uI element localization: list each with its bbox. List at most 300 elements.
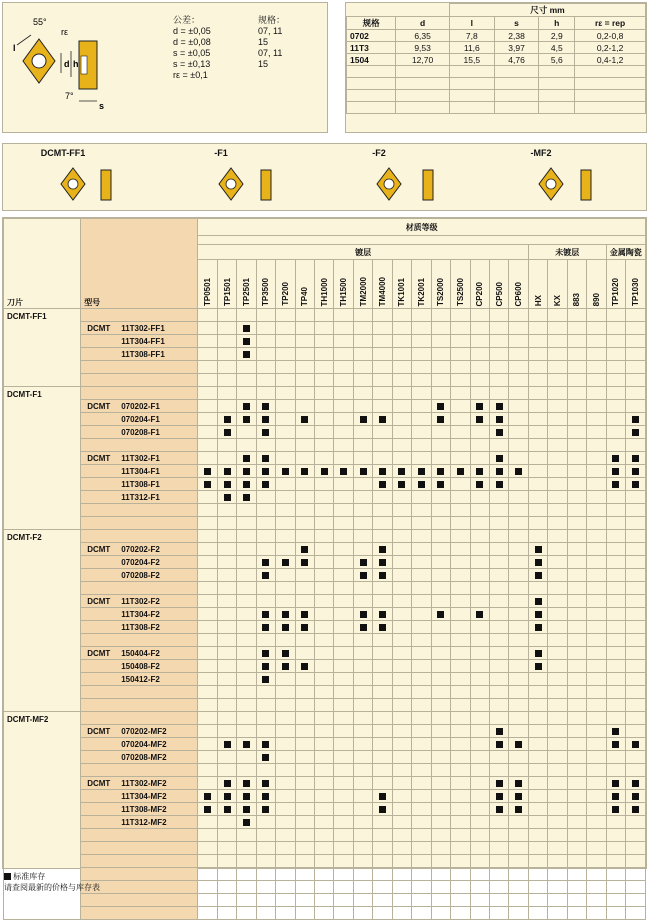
stock-cell [295, 348, 314, 361]
stock-cell [587, 413, 606, 426]
stock-marker-icon [476, 403, 483, 410]
stock-marker-icon [612, 780, 619, 787]
stock-marker-icon [418, 468, 425, 475]
stock-cell [587, 842, 606, 855]
stock-cell [489, 322, 508, 335]
stock-marker-icon [535, 559, 542, 566]
table-row [4, 725, 646, 738]
dimension-value: 0,2-1,2 [575, 42, 646, 54]
model-code: 11T302-MF2 [121, 778, 167, 788]
stock-marker-icon [535, 624, 542, 631]
stock-cell [392, 374, 411, 387]
stock-cell [198, 673, 217, 686]
stock-cell [567, 478, 586, 491]
stock-cell [431, 556, 450, 569]
tolerance-value: s = ±0,13 [173, 59, 211, 69]
stock-cell [626, 491, 646, 504]
stock-cell [626, 556, 646, 569]
stock-cell [237, 530, 256, 543]
grade-label: TK1001 [397, 277, 407, 306]
grade-label: TP200 [280, 282, 290, 306]
stock-cell [489, 426, 508, 439]
stock-cell [276, 309, 295, 322]
stock-cell [470, 452, 489, 465]
stock-cell [237, 569, 256, 582]
dimension-empty-cell [575, 78, 646, 90]
stock-cell [528, 504, 547, 517]
stock-cell [431, 439, 450, 452]
insert-f2-picture [377, 168, 433, 200]
stock-cell [198, 491, 217, 504]
stock-cell [528, 621, 547, 634]
table-row [4, 907, 646, 920]
stock-cell [256, 894, 275, 907]
stock-cell [295, 634, 314, 647]
stock-cell [606, 582, 626, 595]
stock-cell [567, 491, 586, 504]
stock-cell [548, 816, 567, 829]
stock-cell [217, 881, 236, 894]
stock-cell [548, 517, 567, 530]
stock-cell [373, 699, 392, 712]
stock-cell [470, 543, 489, 556]
stock-cell [295, 842, 314, 855]
stock-cell [198, 738, 217, 751]
stock-cell [567, 400, 586, 413]
stock-marker-icon [515, 468, 522, 475]
stock-cell [606, 686, 626, 699]
table-row [4, 309, 646, 322]
stock-cell [295, 907, 314, 920]
stock-cell [256, 387, 275, 400]
stock-marker-icon [282, 468, 289, 475]
stock-marker-icon [379, 793, 386, 800]
stock-cell [587, 335, 606, 348]
stock-cell [256, 517, 275, 530]
stock-cell [548, 881, 567, 894]
stock-cell [353, 478, 372, 491]
stock-cell [256, 608, 275, 621]
stock-cell [489, 855, 508, 868]
stock-cell [256, 439, 275, 452]
stock-cell [451, 543, 470, 556]
stock-cell [256, 881, 275, 894]
stock-cell [315, 543, 334, 556]
stock-cell [489, 829, 508, 842]
stock-marker-icon [243, 403, 250, 410]
dimension-value: 2,9 [539, 30, 575, 42]
stock-cell [237, 725, 256, 738]
stock-cell [295, 881, 314, 894]
stock-cell [412, 842, 431, 855]
stock-cell [431, 855, 450, 868]
stock-marker-icon [496, 429, 503, 436]
stock-cell [528, 686, 547, 699]
stock-cell [567, 712, 586, 725]
stock-cell [217, 335, 236, 348]
stock-cell [353, 543, 372, 556]
stock-cell [431, 413, 450, 426]
stock-cell [276, 673, 295, 686]
stock-cell [198, 452, 217, 465]
stock-cell [334, 907, 353, 920]
stock-cell [217, 517, 236, 530]
stock-cell [528, 309, 547, 322]
stock-marker-icon [262, 676, 269, 683]
dimension-empty-cell [539, 78, 575, 90]
stock-cell [412, 881, 431, 894]
stock-cell [256, 504, 275, 517]
stock-cell [373, 803, 392, 816]
stock-cell [587, 764, 606, 777]
stock-cell [509, 608, 528, 621]
stock-marker-icon [243, 780, 250, 787]
stock-cell [548, 348, 567, 361]
model-name-cell [81, 712, 198, 725]
stock-cell [626, 829, 646, 842]
stock-cell [412, 855, 431, 868]
stock-cell [470, 504, 489, 517]
stock-cell [295, 335, 314, 348]
stock-marker-icon [632, 780, 639, 787]
dimension-value: 6,35 [396, 30, 450, 42]
stock-cell [276, 634, 295, 647]
stock-cell [373, 712, 392, 725]
stock-cell [451, 868, 470, 881]
stock-cell [315, 699, 334, 712]
stock-cell [528, 335, 547, 348]
stock-cell [431, 894, 450, 907]
stock-cell [567, 842, 586, 855]
stock-cell [528, 803, 547, 816]
stock-cell [276, 387, 295, 400]
stock-cell [392, 608, 411, 621]
stock-cell [276, 335, 295, 348]
table-row [4, 894, 646, 907]
stock-cell [451, 322, 470, 335]
stock-cell [237, 335, 256, 348]
stock-cell [256, 621, 275, 634]
stock-cell [626, 374, 646, 387]
stock-cell [587, 725, 606, 738]
stock-cell [315, 465, 334, 478]
stock-cell [567, 348, 586, 361]
table-row [4, 374, 646, 387]
stock-cell [295, 387, 314, 400]
stock-cell [353, 634, 372, 647]
stock-cell [470, 868, 489, 881]
stock-cell [198, 569, 217, 582]
stock-cell [431, 504, 450, 517]
dimension-empty-cell [539, 66, 575, 78]
stock-cell [567, 569, 586, 582]
stock-cell [587, 400, 606, 413]
stock-cell [295, 543, 314, 556]
stock-cell [295, 530, 314, 543]
stock-marker-icon [262, 455, 269, 462]
stock-cell [587, 712, 606, 725]
model-name-cell [81, 803, 198, 816]
dimension-empty-cell [347, 102, 396, 114]
stock-cell [509, 478, 528, 491]
stock-cell [470, 556, 489, 569]
stock-cell [237, 400, 256, 413]
stock-cell [353, 348, 372, 361]
stock-cell [315, 647, 334, 660]
tolerance-spec [258, 70, 318, 81]
height-label: h [73, 59, 79, 69]
grade-header [470, 260, 489, 309]
stock-cell [567, 361, 586, 374]
stock-cell [315, 374, 334, 387]
stock-marker-icon [224, 468, 231, 475]
stock-cell [587, 439, 606, 452]
stock-cell [451, 387, 470, 400]
stock-cell [431, 725, 450, 738]
stock-cell [431, 491, 450, 504]
stock-cell [392, 322, 411, 335]
stock-cell [217, 634, 236, 647]
stock-cell [334, 426, 353, 439]
stock-cell [295, 829, 314, 842]
stock-cell [567, 504, 586, 517]
stock-cell [334, 738, 353, 751]
stock-cell [451, 686, 470, 699]
stock-cell [626, 452, 646, 465]
stock-cell [606, 738, 626, 751]
stock-cell [470, 803, 489, 816]
stock-cell [431, 803, 450, 816]
grade-header [392, 260, 411, 309]
dimension-value: 9,53 [396, 42, 450, 54]
grade-header [548, 260, 567, 309]
stock-cell [587, 686, 606, 699]
stock-cell [509, 751, 528, 764]
stock-cell [276, 465, 295, 478]
tolerance-value: d = ±0,08 [173, 37, 211, 47]
stock-cell [392, 803, 411, 816]
insert-type-label: -F2 [372, 148, 386, 158]
stock-cell [198, 608, 217, 621]
grade-label: TS2000 [436, 277, 446, 306]
stock-cell [217, 569, 236, 582]
model-col-header: 型号 [81, 219, 198, 309]
stock-cell [489, 634, 508, 647]
model-name-cell [81, 504, 198, 517]
stock-marker-icon [321, 468, 328, 475]
stock-marker-icon [476, 416, 483, 423]
stock-cell [548, 621, 567, 634]
insert-family-name: DCMT-F2 [4, 530, 81, 712]
table-row [4, 530, 646, 543]
model-name-cell [81, 673, 198, 686]
model-code: 070202-F2 [121, 544, 160, 554]
stock-cell [237, 517, 256, 530]
stock-cell [606, 491, 626, 504]
stock-cell [334, 569, 353, 582]
stock-cell [626, 764, 646, 777]
stock-cell [217, 478, 236, 491]
stock-cell [198, 504, 217, 517]
stock-cell [489, 374, 508, 387]
insert-family-name: DCMT-FF1 [4, 309, 81, 387]
stock-cell [451, 595, 470, 608]
stock-cell [256, 582, 275, 595]
stock-cell [509, 907, 528, 920]
stock-cell [548, 543, 567, 556]
stock-cell [198, 400, 217, 413]
grade-label: TM4000 [378, 276, 388, 306]
stock-cell [392, 725, 411, 738]
stock-cell [548, 491, 567, 504]
stock-cell [315, 712, 334, 725]
model-name-cell [81, 322, 198, 335]
stock-cell [606, 699, 626, 712]
stock-cell [489, 699, 508, 712]
stock-cell [431, 673, 450, 686]
stock-cell [217, 816, 236, 829]
table-row [4, 816, 646, 829]
stock-cell [489, 569, 508, 582]
stock-cell [198, 478, 217, 491]
stock-cell [295, 790, 314, 803]
stock-cell [237, 478, 256, 491]
stock-marker-icon [476, 468, 483, 475]
table-row [4, 608, 646, 621]
stock-cell [567, 673, 586, 686]
stock-cell [412, 348, 431, 361]
stock-cell [276, 829, 295, 842]
stock-cell [373, 439, 392, 452]
model-code: 11T308-MF2 [121, 804, 167, 814]
stock-cell [451, 751, 470, 764]
stock-cell [489, 868, 508, 881]
stock-cell [567, 374, 586, 387]
stock-cell [451, 725, 470, 738]
stock-cell [392, 699, 411, 712]
stock-marker-icon [262, 793, 269, 800]
stock-cell [567, 634, 586, 647]
stock-cell [276, 569, 295, 582]
stock-cell [431, 582, 450, 595]
stock-marker-icon [224, 416, 231, 423]
stock-cell [198, 582, 217, 595]
stock-cell [392, 595, 411, 608]
stock-cell [489, 686, 508, 699]
grade-label: TP1501 [222, 277, 232, 306]
stock-cell [470, 634, 489, 647]
stock-cell [606, 322, 626, 335]
stock-cell [334, 790, 353, 803]
stock-cell [528, 400, 547, 413]
stock-cell [451, 426, 470, 439]
stock-cell [392, 504, 411, 517]
stock-cell [489, 907, 508, 920]
stock-cell [353, 894, 372, 907]
stock-cell [276, 504, 295, 517]
stock-cell [509, 439, 528, 452]
model-name-cell [81, 582, 198, 595]
tolerance-spec: 15 [258, 59, 269, 69]
stock-cell [567, 686, 586, 699]
stock-cell [548, 907, 567, 920]
stock-cell [353, 621, 372, 634]
stock-cell [606, 725, 626, 738]
stock-cell [334, 452, 353, 465]
stock-cell [509, 556, 528, 569]
stock-cell [587, 621, 606, 634]
stock-cell [606, 439, 626, 452]
radius-label: rε [61, 27, 69, 37]
stock-cell [548, 335, 567, 348]
stock-cell [587, 868, 606, 881]
stock-marker-icon [262, 416, 269, 423]
stock-marker-icon [632, 455, 639, 462]
stock-cell [295, 426, 314, 439]
stock-cell [626, 816, 646, 829]
stock-cell [237, 738, 256, 751]
stock-cell [315, 660, 334, 673]
stock-cell [334, 712, 353, 725]
stock-cell [198, 816, 217, 829]
stock-cell [334, 465, 353, 478]
legend-stock: 标准库存 [13, 872, 46, 881]
stock-cell [237, 751, 256, 764]
stock-cell [198, 647, 217, 660]
model-name-cell [81, 842, 198, 855]
stock-cell [217, 764, 236, 777]
stock-cell [567, 452, 586, 465]
stock-cell [528, 413, 547, 426]
stock-cell [256, 790, 275, 803]
stock-cell [237, 504, 256, 517]
stock-cell [217, 491, 236, 504]
stock-cell [315, 608, 334, 621]
stock-cell [431, 647, 450, 660]
stock-cell [626, 699, 646, 712]
stock-cell [295, 751, 314, 764]
stock-cell [392, 738, 411, 751]
stock-cell [276, 322, 295, 335]
stock-marker-icon [632, 481, 639, 488]
stock-cell [315, 530, 334, 543]
stock-cell [587, 608, 606, 621]
model-code: 070202-MF2 [121, 726, 167, 736]
stock-marker-icon [224, 494, 231, 501]
stock-cell [373, 478, 392, 491]
stock-cell [353, 582, 372, 595]
stock-cell [295, 673, 314, 686]
stock-cell [606, 660, 626, 673]
stock-cell [237, 387, 256, 400]
stock-marker-icon [437, 468, 444, 475]
stock-cell [587, 361, 606, 374]
model-prefix: DCMT [87, 648, 111, 658]
model-name-cell [81, 621, 198, 634]
stock-marker-icon [262, 806, 269, 813]
stock-cell [217, 595, 236, 608]
stock-cell [412, 673, 431, 686]
stock-marker-icon [496, 468, 503, 475]
insert-family-name: DCMT-MF2 [4, 712, 81, 920]
stock-cell [198, 309, 217, 322]
stock-cell [509, 517, 528, 530]
grade-label: TH1000 [319, 277, 329, 306]
table-row [4, 556, 646, 569]
stock-cell [334, 335, 353, 348]
stock-cell [528, 699, 547, 712]
stock-cell [315, 387, 334, 400]
